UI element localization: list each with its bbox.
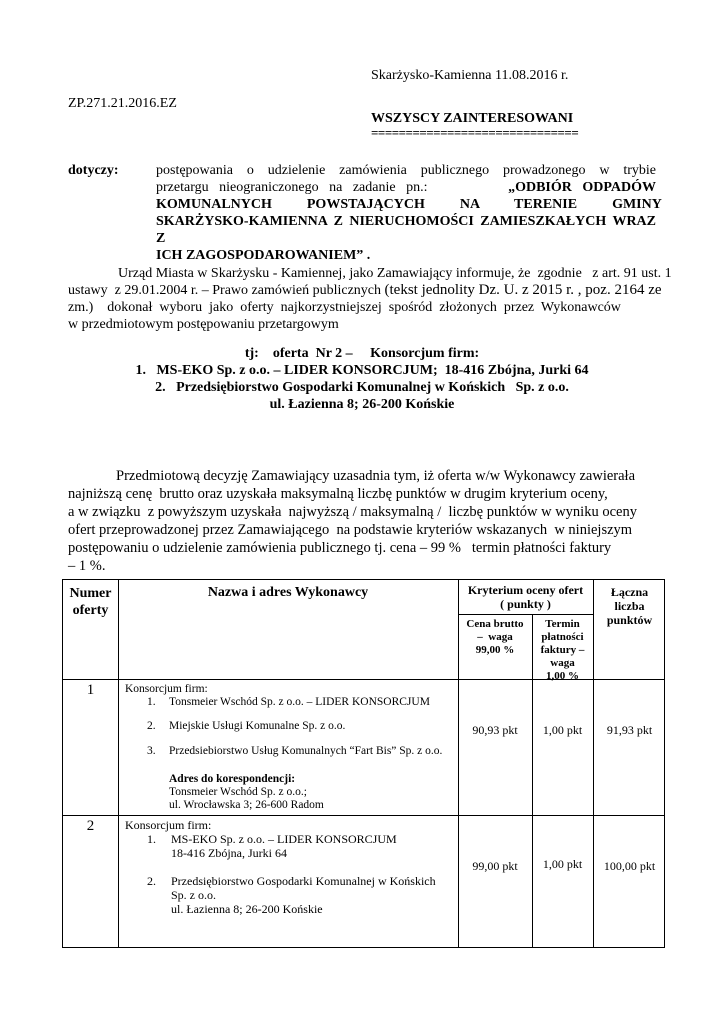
- row-number: 1: [86, 682, 95, 698]
- selected-line: tj: oferta Nr 2 – Konsorcjum firm:: [244, 346, 480, 361]
- reference-number: ZP.271.21.2016.EZ: [68, 96, 177, 111]
- subject-block: [156, 162, 662, 264]
- member-number: 2.: [147, 720, 156, 732]
- member-name: Przedsiębiorstwo Gospodarki Komunalnej w Końskich: [171, 874, 436, 888]
- member-name: Miejskie Usługi Komunalne Sp. z o.o.: [169, 720, 346, 732]
- header-name: Nazwa i adres Wykonawcy: [207, 585, 369, 600]
- row-contractor: [125, 683, 455, 812]
- correspondence-label: Adres do korespondencji:: [169, 773, 296, 785]
- member-name: Tonsmeier Wschód Sp. z o.o. – LIDER KONSORCJUM: [169, 696, 430, 708]
- header-term-line: faktury –: [540, 644, 585, 656]
- justification-line: ofert przeprowadzonej przez Zamawiającego na podstawie kryteriów wskazanych w niniejszym: [68, 522, 633, 538]
- table-divider: [458, 614, 593, 615]
- subject-line: postępowania o udzielenie zamówienia publicznego prowadzonego w trybie: [156, 163, 656, 178]
- subject-label: dotyczy:: [68, 163, 119, 178]
- subject-line: ICH ZAGOSPODAROWANIEM” .: [156, 248, 371, 263]
- justification-line: postępowaniu o udzielenie zamówienia publicznego tj. cena – 99 % termin płatności faktury: [68, 540, 612, 556]
- row-price-score: 90,93 pkt: [472, 723, 518, 737]
- header-price-line: – waga: [477, 631, 513, 643]
- subject-line-bold: „ODBIÓR ODPADÓW: [508, 180, 656, 195]
- addressee: WSZYSCY ZAINTERESOWANI: [371, 111, 574, 126]
- header-term-line: płatności: [541, 631, 584, 643]
- member-item: [125, 832, 455, 860]
- correspondence-line: ul. Wrocławska 3; 26-600 Radom: [169, 799, 324, 811]
- justification-line: Przedmiotową decyzję Zamawiający uzasadnia tym, iż oferta w/w Wykonawcy zawierała: [116, 468, 636, 484]
- intro-line: Urząd Miasta w Skarżysku - Kamiennej, jako Zamawiający informuje, że zgodnie z art. 91 ust. 1: [118, 266, 672, 281]
- header-criteria-line: ( punkty ): [500, 597, 551, 611]
- intro-line: [68, 282, 662, 299]
- member-number: 2.: [147, 874, 156, 888]
- member-item: [125, 716, 455, 742]
- header-criteria: [458, 583, 593, 611]
- header-number-line: Numer: [69, 586, 112, 601]
- member-name: MS-EKO Sp. z o.o. – LIDER KONSORCJUM: [171, 832, 397, 846]
- member-item: [125, 860, 455, 916]
- selected-line: 2. Przedsiębiorstwo Gospodarki Komunalnej w Końskich Sp. z o.o.: [155, 380, 569, 395]
- intro-line-b: (tekst jednolity Dz. U. z 2015 r. , poz. 2164 ze: [384, 282, 662, 298]
- row-term-score: 1,00 pkt: [542, 857, 583, 871]
- offers-table: [62, 579, 665, 948]
- member-address: ul. Łazienna 8; 26-200 Końskie: [171, 902, 323, 916]
- row-number: 2: [86, 818, 95, 834]
- header-term-line: Termin: [545, 618, 580, 630]
- subject-line-normal: przetargu nieograniczonego na zadanie pn.:: [156, 180, 428, 195]
- header-term-line: 1,00 %: [546, 670, 579, 682]
- intro-line: w przedmiotowym postępowaniu przetargowym: [68, 317, 339, 332]
- place-date: Skarżysko-Kamienna 11.08.2016 r.: [371, 68, 569, 83]
- subject-line: SKARŻYSKO-KAMIENNA Z NIERUCHOMOŚCI ZAMIESZKAŁYCH WRAZ Z: [156, 214, 656, 246]
- member-item: [125, 696, 455, 716]
- selected-offer: [68, 345, 656, 413]
- row-total-score: 100,00 pkt: [603, 859, 656, 873]
- justification-line: a w związku z powyższym uzyskała najwyższą / maksymalną / liczbę punktów w wyniku oceny: [68, 504, 637, 520]
- member-item: [125, 742, 455, 767]
- justification-line: – 1 %.: [68, 558, 106, 574]
- header-price: [458, 618, 532, 657]
- intro-paragraph: [68, 265, 672, 333]
- intro-line: zm.) dokonał wyboru jako oferty najkorzystniejszej spośród złożonych przez Wykonawców: [68, 300, 621, 315]
- member-number: 3.: [147, 745, 156, 757]
- table-divider: [118, 580, 119, 947]
- intro-line-a: ustawy z 29.01.2004 r. – Prawo zamówień publicznych: [68, 283, 381, 298]
- header-total-line: liczba: [614, 599, 645, 613]
- row-contractor: [125, 818, 455, 916]
- header-total: [593, 585, 666, 627]
- member-name: Przedsiebiorstwo Usług Komunalnych “Fart Bis” Sp. z o.o.: [169, 745, 443, 757]
- row-term-score: 1,00 pkt: [542, 723, 583, 737]
- consortium-title: Konsorcjum firm:: [125, 818, 212, 832]
- header-total-line: punktów: [606, 613, 653, 627]
- correspondence-address: [125, 767, 455, 812]
- subject-line: KOMUNALNYCH POWSTAJĄCYCH NA TERENIE GMINY: [156, 197, 662, 212]
- correspondence-line: Tonsmeier Wschód Sp. z o.o.;: [169, 786, 307, 798]
- header-price-line: 99,00 %: [475, 644, 515, 656]
- addressee-underline: ==============================: [371, 125, 579, 140]
- selected-line: 1. MS-EKO Sp. z o.o. – LIDER KONSORCJUM; 18-416 Zbójna, Jurki 64: [135, 363, 589, 378]
- header-number: [63, 585, 118, 619]
- header-price-line: Cena brutto: [466, 618, 524, 630]
- member-address: 18-416 Zbójna, Jurki 64: [171, 846, 287, 860]
- table-divider: [63, 815, 664, 816]
- header-number-line: oferty: [72, 603, 109, 618]
- subject-line: [156, 179, 656, 196]
- consortium-title: Konsorcjum firm:: [125, 683, 208, 695]
- selected-line: ul. Łazienna 8; 26-200 Końskie: [269, 397, 455, 412]
- justification-paragraph: [68, 467, 656, 575]
- header-criteria-line: Kryterium oceny ofert: [467, 583, 584, 597]
- row-total-score: 91,93 pkt: [606, 723, 653, 737]
- justification-line: najniższą cenę brutto oraz uzyskała maksymalną liczbę punktów w drugim kryterium oceny,: [68, 486, 608, 502]
- table-divider: [593, 580, 594, 947]
- member-number: 1.: [147, 696, 156, 708]
- member-name-cont: Sp. z o.o.: [171, 888, 216, 902]
- member-number: 1.: [147, 832, 156, 846]
- row-price-score: 99,00 pkt: [472, 859, 518, 873]
- header-term-line: waga: [550, 657, 575, 669]
- header-term: [532, 618, 593, 683]
- header-total-line: Łączna: [610, 585, 649, 599]
